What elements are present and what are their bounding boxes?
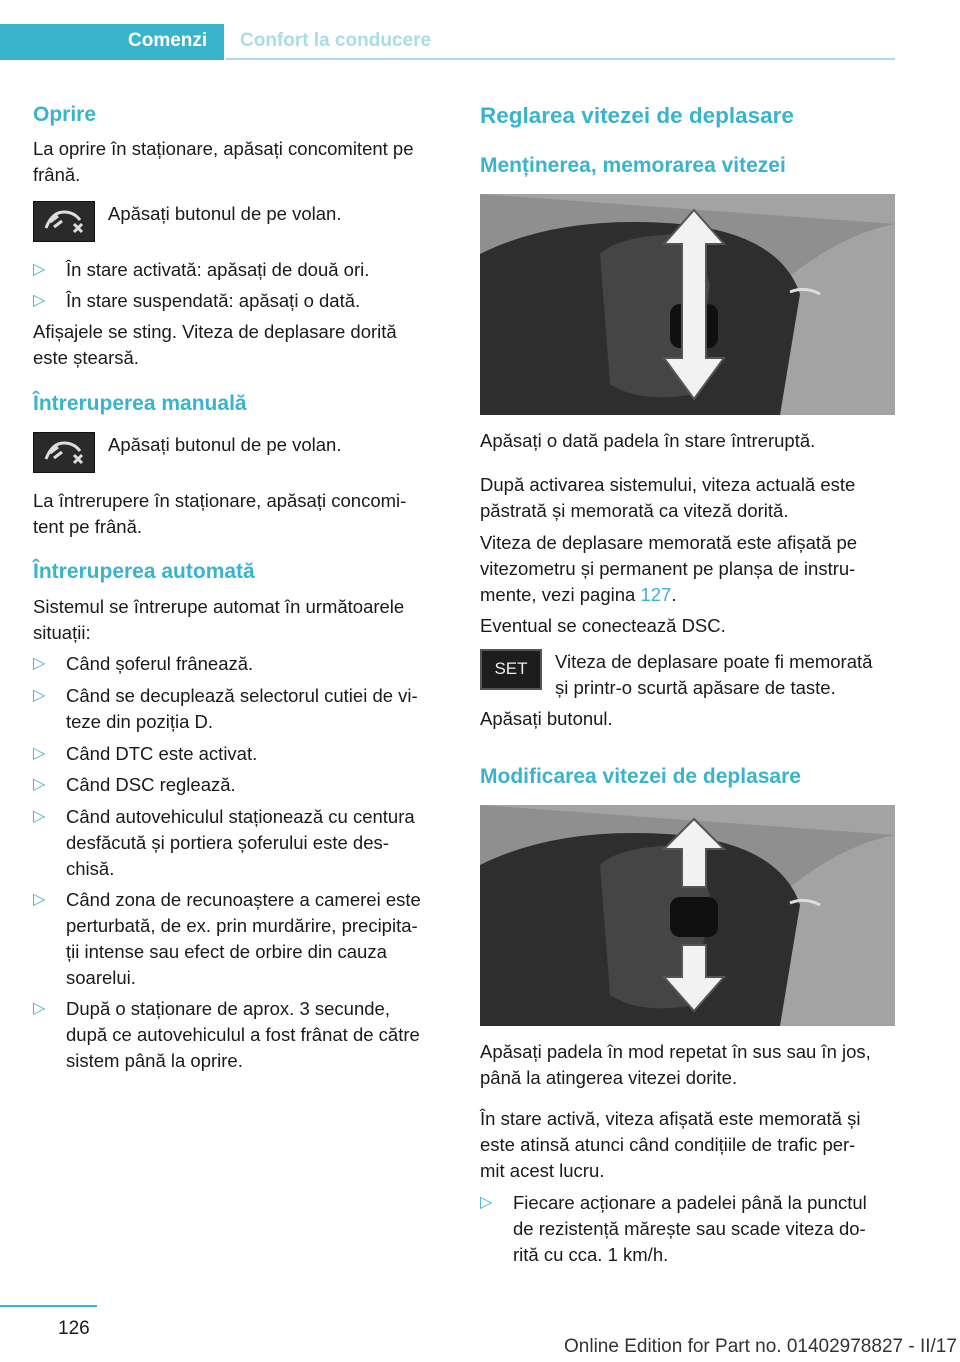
heading-mentinerea-vitezei: Menținerea, memorarea vitezei (480, 154, 786, 177)
auto-intro-line1: Sistemul se întrerupe automat în următoarele (33, 596, 405, 617)
heading-oprire: Oprire (33, 103, 97, 126)
ment-paragraph2-line3: mente, vezi pagina 127. (480, 584, 677, 605)
page-number: 126 (58, 1318, 90, 1339)
cruise-control-button-icon (33, 432, 95, 473)
mod-caption-line2: până la atingerea vitezei dorite. (480, 1067, 738, 1088)
tab-comenzi[interactable] (0, 24, 224, 60)
edition-note: Online Edition for Part no. 01402978827 - II/17 (564, 1336, 957, 1357)
mod-paragraph-line1: În stare activă, viteza afișată este memorată și (480, 1108, 861, 1129)
manual-icon-instruction: Apăsați butonul de pe volan. (108, 434, 342, 455)
steering-wheel-rocker-photo (480, 805, 895, 1026)
heading-intrerupere-manuala: Întreruperea manuală (33, 392, 247, 415)
ment-paragraph3: Eventual se conectează DSC. (480, 615, 726, 636)
bullet-triangle-icon: ▷ (33, 1000, 46, 1017)
heading-intrerupere-automata: Întreruperea automată (33, 560, 255, 583)
ment-paragraph1-line2: păstrată și memorată ca viteză dorită. (480, 500, 789, 521)
bullet-triangle-icon: ▷ (33, 808, 46, 825)
oprire-result-line1: Afișajele se sting. Viteza de deplasare dorită (33, 321, 397, 342)
bullet-triangle-icon: ▷ (33, 891, 46, 908)
heading-reglarea-vitezei: Reglarea vitezei de deplasare (480, 103, 794, 128)
page-link-127[interactable]: 127 (640, 584, 672, 605)
oprire-icon-instruction: Apăsați butonul de pe volan. (108, 203, 342, 224)
set-text-line2: și printr-o scurtă apăsare de taste. (555, 677, 836, 698)
mod-caption-line1: Apăsați padela în mod repetat în sus sau în jos, (480, 1041, 871, 1062)
oprire-paragraph-line2: frână. (33, 164, 81, 185)
ment-paragraph2-line2: vitezometru și permanent pe planșa de instru‐ (480, 558, 856, 579)
manual-paragraph-line1: La întrerupere în staționare, apăsați concomi‐ (33, 490, 407, 511)
ment-paragraph1-line1: După activarea sistemului, viteza actuală este (480, 474, 856, 495)
footer-rule (0, 1305, 97, 1307)
bullet-triangle-icon: ▷ (480, 1194, 493, 1211)
oprire-paragraph-line1: La oprire în staționare, apăsați concomitent pe (33, 138, 414, 159)
heading-modificarea-vitezei: Modificarea vitezei de deplasare (480, 765, 801, 788)
tab-comenzi-label: Comenzi (128, 30, 208, 51)
bullet-triangle-icon: ▷ (33, 261, 46, 278)
mod-paragraph-line2: este atinsă atunci când condițiile de trafic per‐ (480, 1134, 856, 1155)
steering-wheel-rocker-photo (480, 194, 895, 415)
bullet-triangle-icon: ▷ (33, 776, 46, 793)
manual-paragraph-line2: tent pe frână. (33, 516, 143, 537)
bullet-triangle-icon: ▷ (33, 655, 46, 672)
tab-confort-label: Confort la conducere (240, 30, 432, 51)
set-button-icon: SET (480, 649, 542, 690)
oprire-result-line2: este ștearsă. (33, 347, 139, 368)
ment-paragraph2-line1: Viteza de deplasare memorată este afișată pe (480, 532, 858, 553)
page-header (0, 24, 895, 62)
set-text-line1: Viteza de deplasare poate fi memorată (555, 651, 873, 672)
tab-confort-la-conducere[interactable] (226, 24, 895, 60)
cruise-control-button-icon (33, 201, 95, 242)
ment-caption: Apăsați o dată padela în stare întreruptă. (480, 430, 816, 451)
bullet-triangle-icon: ▷ (33, 292, 46, 309)
set-paragraph: Apăsați butonul. (480, 708, 613, 729)
bullet-triangle-icon: ▷ (33, 745, 46, 762)
auto-intro-line2: situații: (33, 622, 91, 643)
bullet-triangle-icon: ▷ (33, 687, 46, 704)
mod-paragraph-line3: mit acest lucru. (480, 1160, 605, 1181)
